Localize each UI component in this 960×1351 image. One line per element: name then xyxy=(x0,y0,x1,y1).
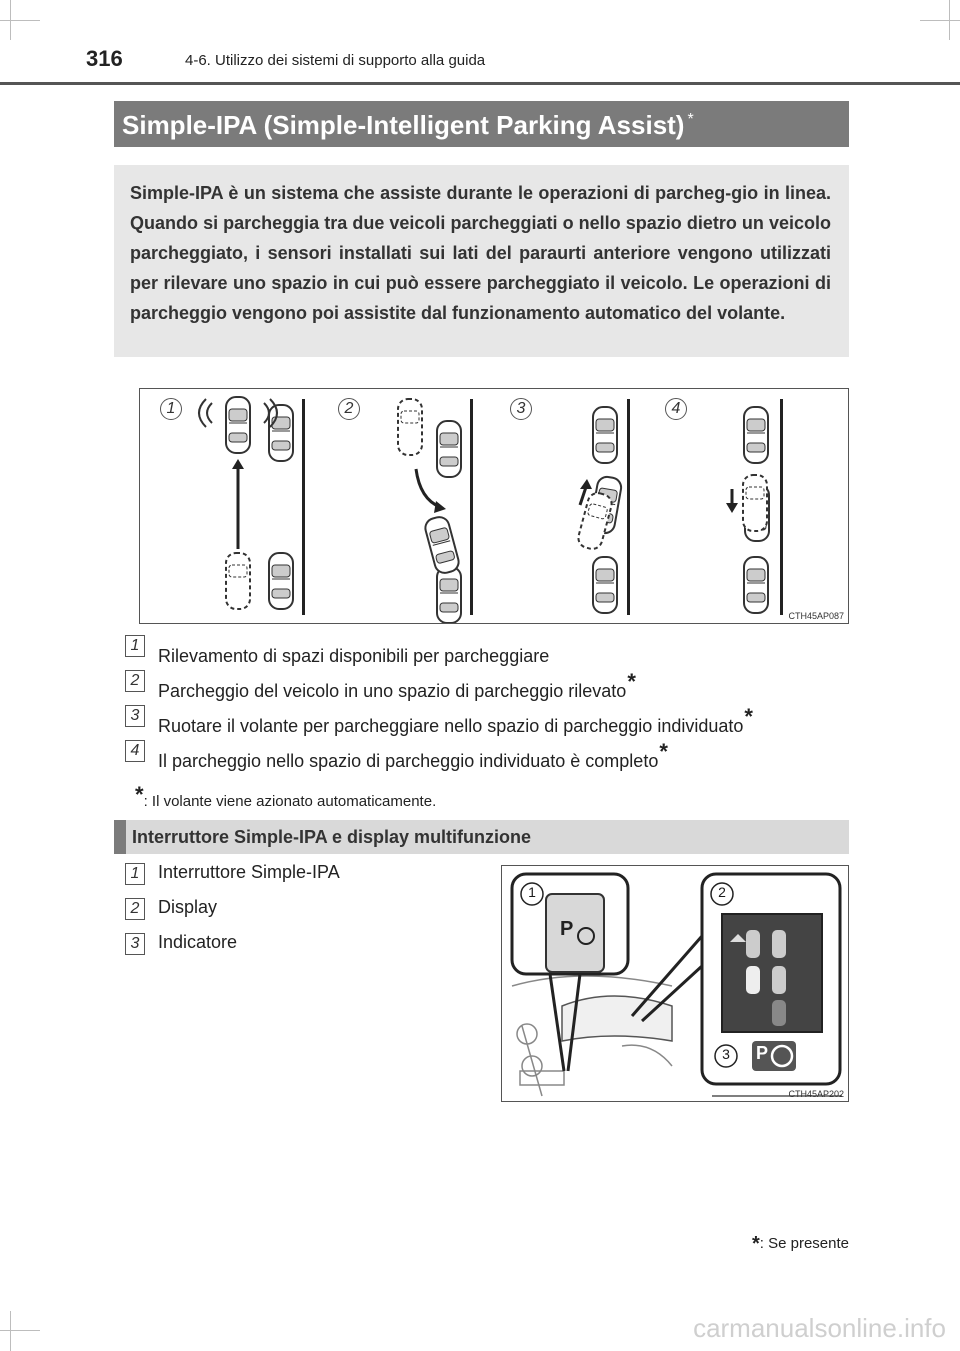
figure-code: CTH45AP202 xyxy=(788,1089,844,1099)
callout-number: 3 xyxy=(722,1046,730,1062)
title-asterisk: * xyxy=(687,111,694,128)
section-title-text: Simple-IPA (Simple-Intelligent Parking Assist) xyxy=(122,110,685,140)
step-asterisk: * xyxy=(659,739,668,764)
step-label: Parcheggio del veicolo in uno spazio di parcheggio rilevato xyxy=(158,681,627,701)
step-text xyxy=(158,704,753,737)
step-label: Rilevamento di spazi disponibili per parcheggiare xyxy=(158,646,550,666)
item-number: 1 xyxy=(125,863,145,885)
figure-code: CTH45AP087 xyxy=(788,611,844,621)
note-text: : Il volante viene azionato automaticamente. xyxy=(143,793,437,810)
availability-footnote xyxy=(752,1233,849,1256)
step-text xyxy=(158,634,550,667)
item-number: 3 xyxy=(125,933,145,955)
section-title-bar xyxy=(114,101,849,147)
switch-p-label: P xyxy=(560,918,574,940)
item-text: Interruttore Simple-IPA xyxy=(158,862,340,882)
callout-number: 2 xyxy=(718,884,726,900)
dashboard-illustration xyxy=(502,866,848,1101)
figure-step-label: 4 xyxy=(665,398,687,420)
footnote-asterisk: * xyxy=(751,1233,760,1255)
item-text: Display xyxy=(158,897,218,917)
step-number: 4 xyxy=(125,740,145,762)
subsection-title: Interruttore Simple-IPA e display multifunzione xyxy=(132,827,532,847)
step-number: 1 xyxy=(125,635,145,657)
section-title xyxy=(122,110,694,141)
step-label: Ruotare il volante per parcheggiare nello spazio di parcheggio individuato xyxy=(158,716,744,736)
parking-steps-illustration xyxy=(140,389,848,623)
crop-mark xyxy=(920,20,960,21)
step-number: 3 xyxy=(125,705,145,727)
figure-step-label: 1 xyxy=(160,398,182,420)
step-text xyxy=(158,669,636,702)
watermark: carmanualsonline.info xyxy=(693,1313,946,1343)
subsection-title-bar xyxy=(114,820,849,854)
step-asterisk: * xyxy=(627,669,636,694)
footnote-text: : Se presente xyxy=(759,1235,849,1252)
indicator-p-label: P xyxy=(756,1043,769,1063)
step-number: 2 xyxy=(125,670,145,692)
crop-mark xyxy=(10,1311,11,1351)
running-head: 4-6. Utilizzo dei sistemi di supporto alla guida xyxy=(185,52,486,69)
callout-number: 1 xyxy=(528,884,536,900)
switch-display-figure xyxy=(501,865,849,1102)
crop-mark xyxy=(0,1330,40,1331)
step-asterisk: * xyxy=(744,704,753,729)
parking-steps-figure xyxy=(139,388,849,624)
page-number: 316 xyxy=(86,46,123,71)
asterisk-note xyxy=(135,782,436,810)
header-rule xyxy=(0,82,960,85)
intro-text: Simple-IPA è un sistema che assiste durante le operazioni di parcheg-gio in linea. Quando si parcheggia tra due veicoli parcheggiati o nello spazio dietro un veicolo parcheggiato, i sensori installati sui lati del paraurti anteriore vengono utilizzati per rilevare uno spazio in cui può essere parcheggiato il veicolo. Le operazioni di parcheggio vengono poi assistite dal funzionamento automatico del volante. xyxy=(130,183,831,323)
figure-step-label: 2 xyxy=(338,398,360,420)
step-text xyxy=(158,739,668,772)
step-label: Il parcheggio nello spazio di parcheggio individuato è completo xyxy=(158,751,659,771)
note-asterisk: * xyxy=(135,782,144,807)
intro-box xyxy=(114,165,849,357)
item-number: 2 xyxy=(125,898,145,920)
figure-step-label: 3 xyxy=(510,398,532,420)
crop-mark xyxy=(0,20,40,21)
item-text: Indicatore xyxy=(158,932,238,952)
